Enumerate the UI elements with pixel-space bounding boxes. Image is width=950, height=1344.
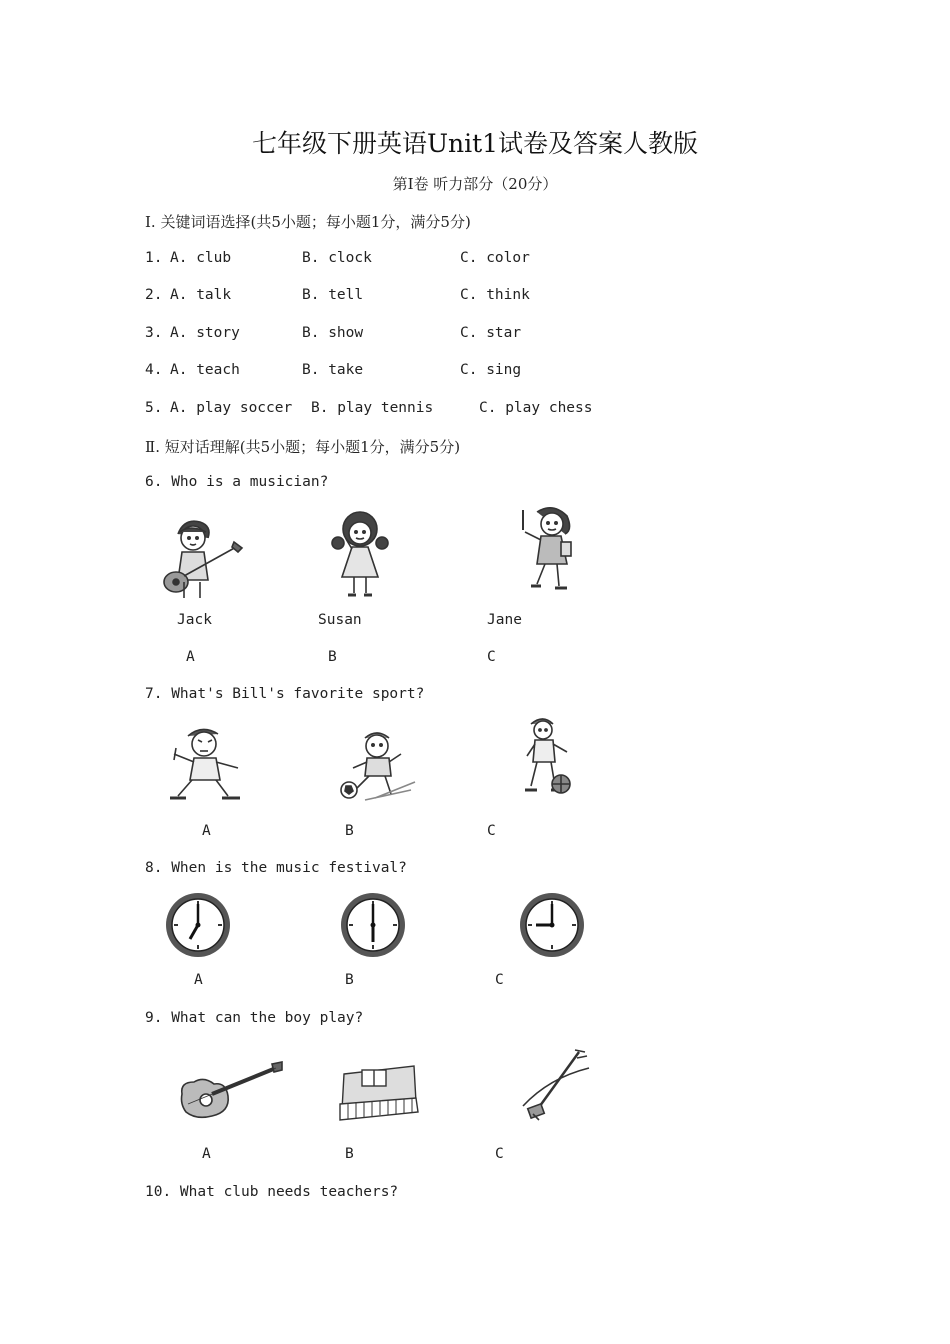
option-letter: A [194, 972, 203, 988]
option-b: B. clock [302, 250, 372, 266]
clock-six-icon [338, 890, 408, 960]
option-a: A. story [170, 325, 240, 341]
option-letter: C [487, 823, 496, 839]
option-c: C. sing [460, 362, 522, 378]
question-number: 3. [145, 325, 163, 341]
option-letter: B [345, 1146, 354, 1162]
option-letter: B [345, 972, 354, 988]
question-9-text: 9. What can the boy play? [145, 1010, 364, 1026]
question-number: 1. [145, 250, 163, 266]
option-letter: C [487, 649, 496, 665]
option-a: A. club [170, 250, 232, 266]
clock-seven-icon [163, 890, 233, 960]
clock-nine-icon [517, 890, 587, 960]
question-7-text: 7. What's Bill's favorite sport? [145, 686, 425, 702]
option-a: A. talk [170, 287, 232, 303]
section-2-heading: Ⅱ. 短对话理解(共5小题；每小题1分，满分5分) [145, 438, 461, 456]
option-letter: C [495, 972, 504, 988]
boy-guitar-icon [160, 514, 246, 600]
option-letter: B [328, 649, 337, 665]
basketball-boy-icon [523, 716, 583, 806]
option-letter: A [202, 823, 211, 839]
question-10-text: 10. What club needs teachers? [145, 1184, 399, 1200]
option-a: A. play soccer [170, 400, 293, 416]
option-letter: A [186, 649, 195, 665]
guitar-icon [176, 1060, 284, 1124]
question-number: 5. [145, 400, 163, 416]
question-number: 2. [145, 287, 163, 303]
name-label: Jane [487, 612, 522, 628]
piano-icon [338, 1062, 420, 1124]
question-number: 4. [145, 362, 163, 378]
name-label: Jack [177, 612, 212, 628]
question-8-text: 8. When is the music festival? [145, 860, 407, 876]
option-letter: B [345, 823, 354, 839]
name-label: Susan [318, 612, 362, 628]
option-c: C. think [460, 287, 530, 303]
part-subtitle: 第Ⅰ卷 听力部分（20分） [392, 175, 558, 193]
erhu-icon [519, 1048, 591, 1124]
option-a: A. teach [170, 362, 240, 378]
question-6-text: 6. Who is a musician? [145, 474, 329, 490]
option-c: C. color [460, 250, 530, 266]
girl-susan-icon [330, 509, 390, 599]
option-c: C. play chess [479, 400, 593, 416]
option-b: B. play tennis [311, 400, 434, 416]
page-title: 七年级下册英语Unit1试卷及答案人教版 [251, 129, 699, 158]
option-letter: C [495, 1146, 504, 1162]
option-b: B. take [302, 362, 364, 378]
girl-jane-icon [515, 504, 581, 596]
option-letter: A [202, 1146, 211, 1162]
option-b: B. show [302, 325, 364, 341]
option-b: B. tell [302, 287, 364, 303]
section-1-heading: Ⅰ. 关键词语选择(共5小题；每小题1分，满分5分) [145, 213, 471, 231]
option-c: C. star [460, 325, 522, 341]
soccer-boy-icon [335, 728, 419, 804]
kung-fu-boy-icon [168, 724, 244, 804]
